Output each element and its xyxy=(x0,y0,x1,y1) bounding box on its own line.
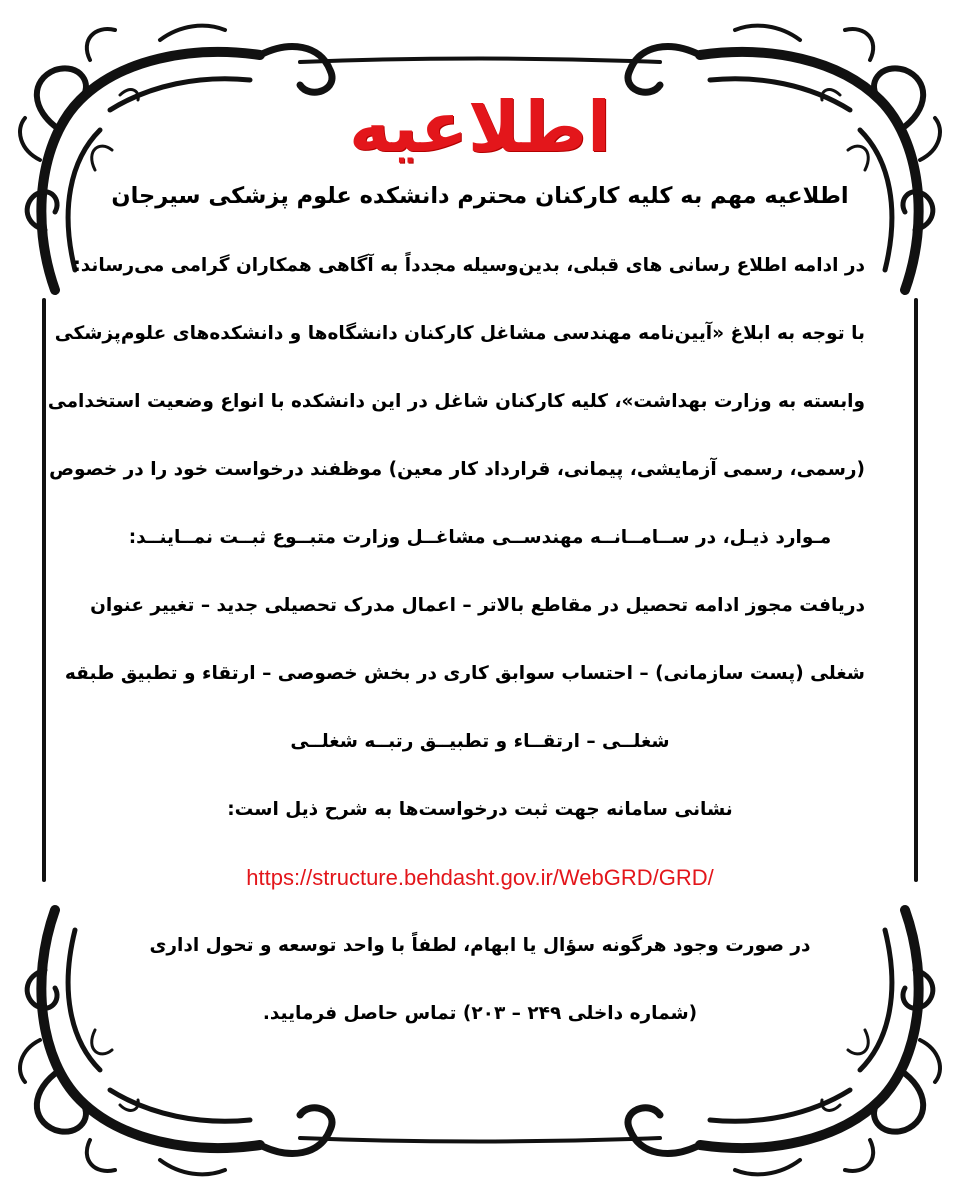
body-line: مـوارد ذیـل، در ســامــانــه مهندســی مشاغــل وزارت متبــوع ثبــت نمــاینــد: xyxy=(128,527,832,548)
body-line: در ادامه اطلاع رسانی های قبلی، بدین‌وسیله مجدداً به آگاهی همکاران گرامی می‌رساند: xyxy=(73,255,865,276)
body-line: شغلی (پست سازمانی) – احتساب سوابق کاری در بخش خصوصی – ارتقاء و تطبیق طبقه xyxy=(64,663,865,684)
notice-subtitle: اطلاعیه مهم به کلیه کارکنان محترم دانشکده علوم پزشکی سیرجان xyxy=(111,183,849,209)
body-line: دریافت مجوز ادامه تحصیل در مقاطع بالاتر – اعمال مدرک تحصیلی جدید – تغییر عنوان xyxy=(90,595,865,616)
body-line: وابسته به وزارت بهداشت»، کلیه کارکنان شاغل در این دانشکده با انواع وضعیت استخدامی xyxy=(47,391,865,412)
body-line: (رسمی، رسمی آزمایشی، پیمانی، قرارداد کار معین) موظفند درخواست خود را در خصوص xyxy=(49,459,865,480)
body-line: شغلــی – ارتقــاء و تطبیــق رتبــه شغلــی xyxy=(290,731,670,752)
notice-title: اطلاعیه xyxy=(349,86,611,168)
system-url-link[interactable]: https://structure.behdasht.gov.ir/WebGRD/GRD/ xyxy=(246,865,714,890)
body-line: با توجه به ابلاغ «آیین‌نامه مهندسی مشاغل کارکنان دانشگاه‌ها و دانشکده‌های علوم‌پزشکی xyxy=(54,323,865,344)
closing-line: (شماره داخلی ۲۴۹ – ۲۰۳) تماس حاصل فرمایید. xyxy=(262,1003,698,1024)
closing-line: در صورت وجود هرگونه سؤال یا ابهام، لطفاً با واحد توسعه و تحول اداری xyxy=(149,935,811,956)
body-line: نشانی سامانه جهت ثبت درخواست‌ها به شرح ذیل است: xyxy=(227,799,733,820)
notice-body xyxy=(47,85,865,1026)
